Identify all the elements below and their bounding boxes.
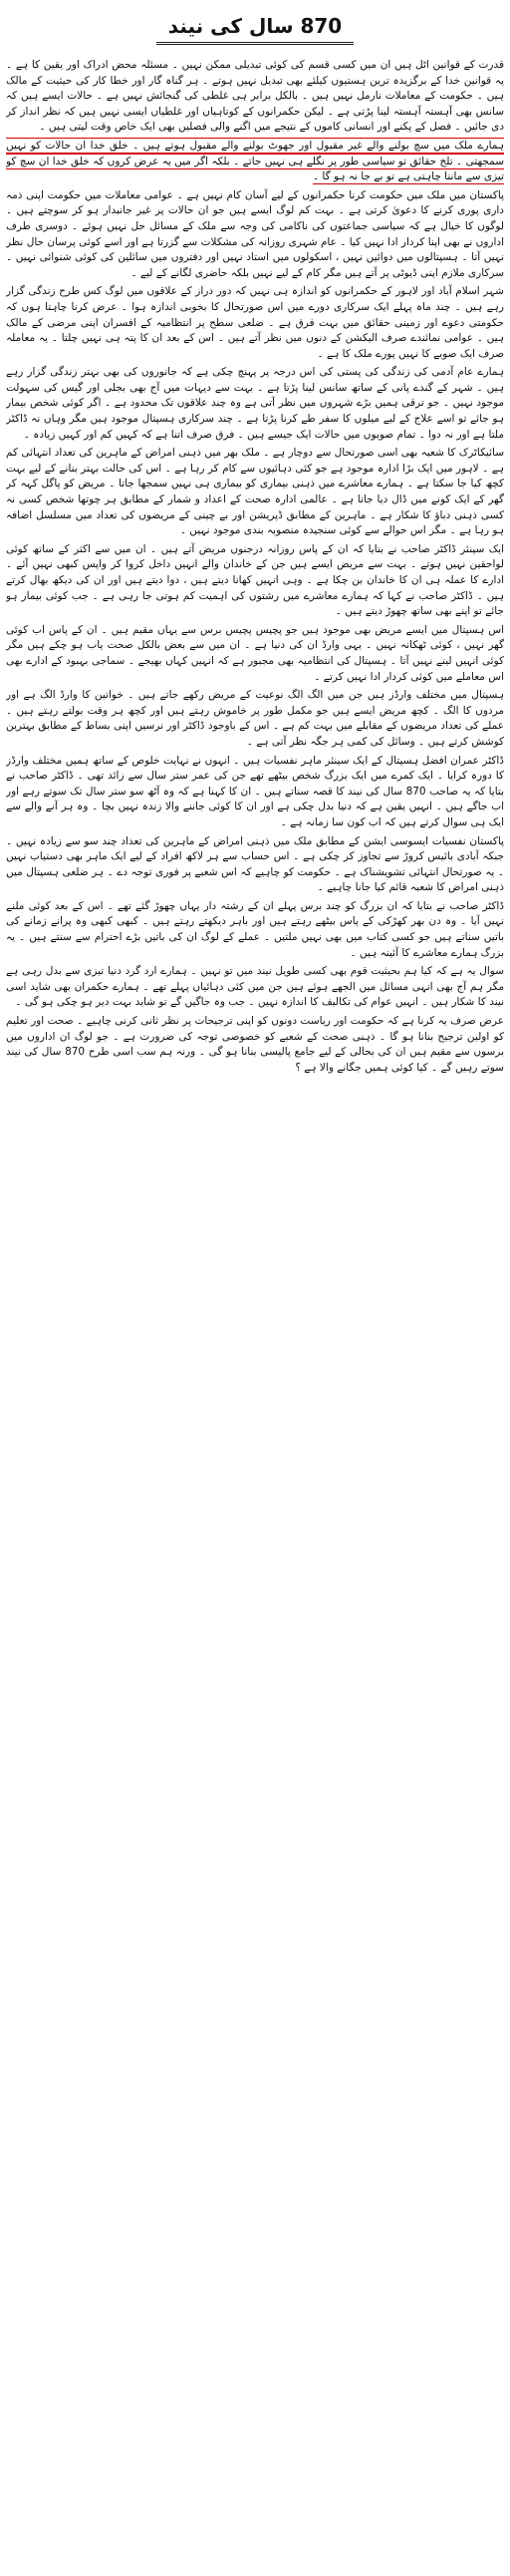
paragraph: ایک سینئر ڈاکٹر صاحب نے بتایا کہ ان کے پاس روزانہ درجنوں مریض آتے ہیں ۔ ان میں سے اکثر کے ساتھ کوئی لواحقین نہیں ہوتے ۔ بہت سے مریض ایسے ہیں جن کے خاندان والے انہیں داخل کروا کر واپس کبھی نہیں آئے ۔ ادارے کا عملہ ہی ان کا خاندان بن چکا ہے ۔ وہی انہیں کھانا دیتے ہیں ، دوا دیتے ہیں اور ان کی دیکھ بھال کرتے ہیں ۔ ڈاکٹر صاحب نے کہا کہ ہمارے معاشرے میں رشتوں کی اہمیت کم ہوتی جا رہی ہے ۔ جب کوئی بیمار ہو جائے تو اپنے بھی ساتھ چھوڑ دیتے ہیں ۔ (6, 542, 504, 618)
paragraph: قدرت کے قوانین اٹل ہیں ان میں کسی قسم کی کوئی تبدیلی ممکن نہیں ۔ مسئلہ محض ادراک اور یقین کا ہے ۔ یہ قوانین خدا کے برگزیدہ ترین ہستیوں کیلئے بھی تبدیل نہیں ہوتے ۔ ہر گناہ گار اور خطا کار کی حیثیت کے مالک ہیں ۔ حکومت کے معاملات نارمل نہیں ہیں ۔ بالکل برابر ہی غلطی کی گنجائش نہیں ہے ۔ حالات ایسے ہیں کہ سانس بھی آہستہ آہستہ لینا پڑتی ہے ۔ لیکن حکمرانوں کے کوتاہیاں اور غلطیاں ایسی نہیں ہیں کہ نظر انداز کر دی جائیں ۔ فصل کے پکنے اور انسانی کاموں کے نتیجے میں اگنے والی فصلیں بھی ایک خاص وقت لیتی ہیں ۔ (6, 59, 504, 134)
paragraph: پاکستان نفسیات ایسوسی ایشن کے مطابق ملک میں ذہنی امراض کے ماہرین کی تعداد چند سو سے زیادہ نہیں ۔ جبکہ آبادی بائیس کروڑ سے تجاوز کر چکی ہے ۔ اس حساب سے ہر لاکھ افراد کے لیے ایک ماہر بھی دستیاب نہیں ۔ یہ صورتحال انتہائی تشویشناک ہے ۔ حکومت کو چاہیے کہ اس شعبے پر فوری توجہ دے ۔ ہر ضلعی ہسپتال میں ذہنی امراض کا شعبہ قائم کیا جانا چاہیے ۔ (6, 834, 504, 894)
paragraph: ہسپتال میں مختلف وارڈز ہیں جن میں الگ الگ نوعیت کے مریض رکھے جاتے ہیں ۔ خواتین کا وارڈ الگ ہے اور مردوں کا الگ ۔ کچھ مریض ایسے ہیں جو مکمل طور پر خاموش رہتے ہیں اور کچھ ہر وقت بولتے رہتے ہیں ۔ عملے کی تعداد مریضوں کے مقابلے میں بہت کم ہے ۔ اس کے باوجود ڈاکٹر اور نرسیں اپنی بساط کے مطابق بہترین کوشش کرتے ہیں ۔ وسائل کی کمی ہر جگہ نظر آتی ہے ۔ (6, 689, 504, 748)
paragraph: اس ہسپتال میں ایسے مریض بھی موجود ہیں جو پچیس پچیس برس سے یہاں مقیم ہیں ۔ ان کے پاس اب کوئی گھر نہیں ، کوئی ٹھکانہ نہیں ۔ یہی وارڈ ان کی دنیا ہے ۔ ان میں سے بعض بالکل صحت یاب ہو چکے ہیں مگر کوئی انہیں لینے نہیں آتا ۔ ہسپتال کی انتظامیہ بھی مجبور ہے کہ انہیں کہاں بھیجے ۔ سماجی بہبود کے ادارے بھی اس معاملے میں کوئی کردار ادا نہیں کرتے ۔ (6, 623, 504, 683)
paragraph: ڈاکٹر عمران افضل ہسپتال کے ایک سینئر ماہر نفسیات ہیں ۔ انہوں نے نہایت خلوص کے ساتھ ہمیں مختلف وارڈز کا دورہ کرایا ۔ ایک کمرے میں ایک بزرگ شخص بیٹھے تھے جن کی عمر ستر سال سے زائد تھی ۔ ڈاکٹر صاحب نے بتایا کہ یہ صاحب 870 سال کی نیند کا قصہ سناتے ہیں ۔ ان کا کہنا ہے کہ وہ آٹھ سو ستر سال تک سوتے رہے اور اب جاگے ہیں ۔ انہیں یقین ہے کہ دنیا بدل چکی ہے اور ان کا کوئی جاننے والا زندہ نہیں بچا ۔ وہ ہر آنے والے سے ایک ہی سوال کرتے ہیں کہ اب کون سا زمانہ ہے ۔ (6, 754, 504, 828)
paragraph: پاکستان میں ملک میں حکومت کرنا حکمرانوں کے لیے آسان کام نہیں ہے ۔ عوامی معاملات میں حکومت اپنی ذمہ داری پوری کرنے کا دعویٰ کرتی ہے ۔ بہت کم لوگ ایسے ہیں جو ان حالات پر غیر جانبدار ہو کر سوچتے ہیں ۔ لوگوں کا خیال ہے کہ سیاسی جماعتوں کی ناکامی کی وجہ سے ملک کے مسائل حل نہیں ہوئے ۔ دوسری طرف اداروں نے بھی اپنا کردار ادا نہیں کیا ۔ عام شہری روزانہ کی مشکلات سے گزرتا ہے اور اسے کوئی پرسان حال نظر نہیں آتا ۔ ہسپتالوں میں دوائیں نہیں ، اسکولوں میں استاد نہیں اور دفتروں میں سائلین کی کوئی شنوائی نہیں ۔ سرکاری ملازم اپنی ڈیوٹی پر آتے ہیں مگر کام کے لیے نہیں بلکہ حاضری لگانے کے لیے ۔ (6, 188, 504, 279)
paragraph: ڈاکٹر صاحب نے بتایا کہ ان بزرگ کو چند برس پہلے ان کے رشتہ دار یہاں چھوڑ گئے تھے ۔ اس کے بعد کوئی ملنے نہیں آیا ۔ وہ دن بھر کھڑکی کے پاس بیٹھے رہتے ہیں اور باہر دیکھتے رہتے ہیں ۔ کبھی کبھی وہ پرانے زمانے کی باتیں سناتے ہیں جو کسی کتاب میں بھی نہیں ملتیں ۔ عملے کے لوگ ان کی باتیں بڑے احترام سے سنتے ہیں ۔ یہ بزرگ ہمارے معاشرے کا آئینہ ہیں ۔ (6, 899, 504, 959)
paragraph-highlighted (6, 139, 504, 185)
article-body (6, 58, 504, 2570)
page-title: 870 سال کی نیند (156, 12, 354, 45)
paragraph: سوال یہ ہے کہ کیا ہم بحیثیت قوم بھی کسی طویل نیند میں تو نہیں ۔ ہمارے ارد گرد دنیا تیزی سے بدل رہی ہے مگر ہم آج بھی انہی مسائل میں الجھے ہوئے ہیں جن میں کئی دہائیاں پہلے تھے ۔ ہمارے حکمران بھی شاید اسی نیند کا شکار ہیں ۔ انہیں عوام کی تکالیف کا اندازہ نہیں ۔ جب وہ جاگیں گے تو شاید بہت دیر ہو چکی ہو گی ۔ (6, 965, 504, 1009)
paragraph: عرض صرف یہ کرنا ہے کہ حکومت اور ریاست دونوں کو اپنی ترجیحات پر نظر ثانی کرنی چاہیے ۔ صحت اور تعلیم کو اولین ترجیح بنانا ہو گا ۔ ذہنی صحت کے شعبے کو خصوصی توجہ کی ضرورت ہے ۔ جو لوگ ان اداروں میں برسوں سے مقیم ہیں ان کی بحالی کے لیے جامع پالیسی بنانا ہو گی ۔ ورنہ ہم سب اسی طرح 870 سال کی نیند سوتے رہیں گے ۔ کیا کوئی ہمیں جگانے والا ہے ؟ (6, 1015, 504, 1074)
highlighted-text: ہمارے ملک میں سچ بولنے والے غیر مقبول اور جھوٹ بولنے والے مقبول ہوتے ہیں ۔ خلق خدا ان حالات کو نہیں سمجھتی ۔ تلخ حقائق تو سیاسی طور پر نگلے ہی نہیں جاتے ۔ بلکہ اگر میں یہ عرض کروں کہ خلق خدا ان سچ کو تیزی سے ماننا چاہتی ہے تو بے جا نہ ہو گا ۔ (6, 139, 504, 183)
headline-area (0, 4, 510, 56)
paragraph: شہر اسلام آباد اور لاہور کے حکمرانوں کو اندازہ ہی نہیں کہ دور دراز کے علاقوں میں لوگ کس طرح زندگی گزار رہے ہیں ۔ چند ماہ پہلے ایک سرکاری دورے میں اس صورتحال کا بخوبی اندازہ ہوا ۔ عرض کرنا چاہتا ہوں کہ حکومتی دعوے اور زمینی حقائق میں بہت فرق ہے ۔ ضلعی سطح پر انتظامیہ کے افسران اپنی مرضی کے مالک ہیں ۔ عوامی نمائندے صرف الیکشن کے دنوں میں نظر آتے ہیں ۔ اس کے بعد ان کا پتہ ہی نہیں چلتا ۔ یہ معاملہ صرف ایک صوبے کا نہیں پورے ملک کا ہے ۔ (6, 285, 504, 360)
paragraph: ہمارے عام آدمی کی زندگی کی پستی کی اس درجہ پر پہنچ چکی ہے کہ جانوروں کی بھی بہتر زندگی گزار رہے ہیں ۔ شہر کے گندے پانی کے ساتھ سانس لینا پڑتا ہے ۔ بہت سے دیہات میں آج بھی بجلی اور گیس کی سہولت موجود نہیں ۔ جو ترقی ہمیں بڑے شہروں میں نظر آتی ہے وہ چند علاقوں تک محدود ہے ۔ اگر کوئی شخص بیمار ہو جائے تو اسے علاج کے لیے میلوں کا سفر طے کرنا پڑتا ہے ۔ چند سرکاری ہسپتال موجود ہیں مگر وہاں نہ ڈاکٹر ملتا ہے اور نہ دوا ۔ تمام صوبوں میں حالات ایک جیسے ہیں ۔ فرق صرف اتنا ہے کہ کہیں کم اور کہیں زیادہ ۔ (6, 366, 504, 441)
paragraph: سائیکاٹرک کا شعبہ بھی اسی صورتحال سے دوچار ہے ۔ ملک بھر میں ذہنی امراض کے ماہرین کی تعداد انتہائی کم ہے ۔ لاہور میں ایک بڑا ادارہ موجود ہے جو کئی دہائیوں سے کام کر رہا ہے ۔ اس کی حالت بہتر بنانے کے لیے بہت کچھ کیا جا سکتا ہے ۔ ہمارے معاشرے میں ذہنی بیماری کو بیماری ہی نہیں سمجھا جاتا ۔ مریض کو پاگل کہہ کر گھر کے ایک کونے میں ڈال دیا جاتا ہے ۔ عالمی ادارہ صحت کے اعداد و شمار کے مطابق ہر چوتھا شخص کسی نہ کسی ذہنی دباؤ کا شکار ہے ۔ ماہرین کے مطابق ڈپریشن اور بے چینی کے مریضوں کی تعداد میں مسلسل اضافہ ہو رہا ہے ۔ مگر اس حوالے سے کوئی سنجیدہ منصوبہ بندی موجود نہیں ۔ (6, 447, 504, 537)
